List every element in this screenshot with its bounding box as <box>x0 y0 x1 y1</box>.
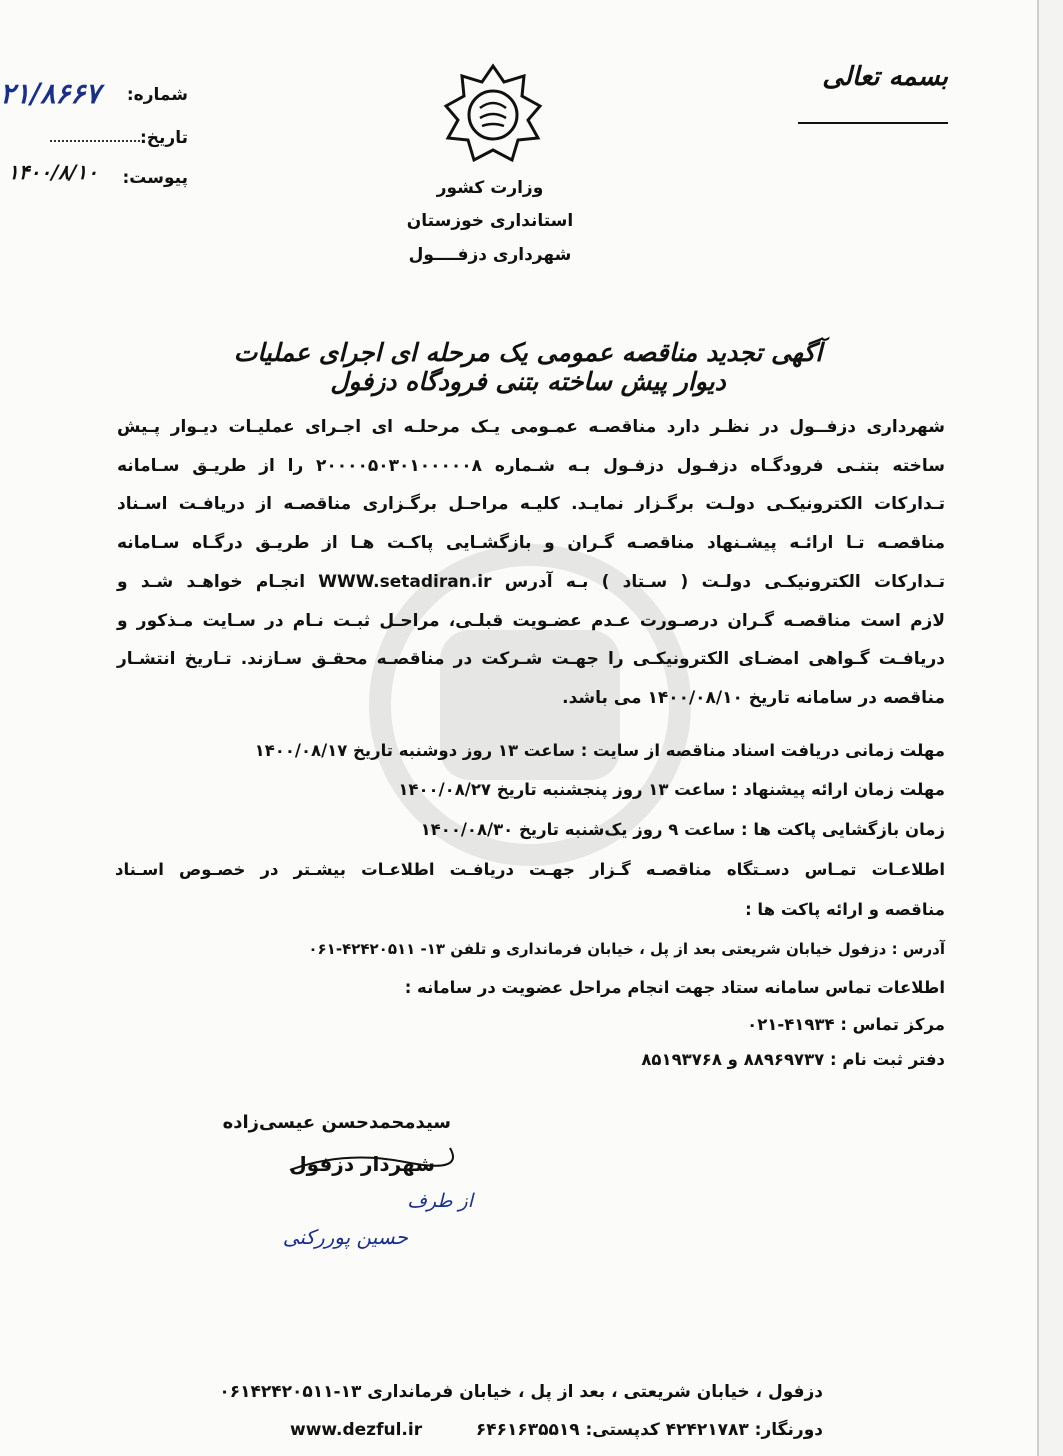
body-line: مناقصـه تـا ارائـه پیشـنهاد مناقصـه گـران و بازگشـایی پاکـت هـا از طریـق درگـاه سـامانه <box>117 533 945 554</box>
signature-stroke <box>285 1140 455 1185</box>
attachment-value: ۱۴۰۰/۸/۱۰ <box>8 160 98 184</box>
deadline-docs: مهلت زمانی دریافت اسناد مناقصه از سایت : ساعت ۱۳ روز دوشنبه تاریخ ۱۴۰۰/۰۸/۱۷ <box>254 741 945 760</box>
footer-fax-postal <box>476 1420 823 1440</box>
body-line: تـدارکات الکترونیکـی دولـت برگـزار نمایـد. کلیـه مراحـل برگـزاری مناقصـه از دریافـت اسـناد <box>117 494 945 515</box>
org-ministry: وزارت کشور <box>436 178 544 198</box>
deadline-opening: زمان بازگشایی پاکت ها : ساعت ۹ روز یک‌شنبه تاریخ ۱۴۰۰/۰۸/۳۰ <box>420 820 945 839</box>
number-value: ۲۱/۸۶۶۷ <box>0 77 101 110</box>
setad-registration: دفتر ثبت نام : ۸۸۹۶۹۷۳۷ و ۸۵۱۹۳۷۶۸ <box>641 1050 945 1069</box>
body-paragraph <box>117 408 945 718</box>
body-line: لازم است مناقصـه گـران درصـورت عـدم عضـویت قبلـی، مراحـل ثبـت نـام در سـایت مـذکور و <box>117 610 945 631</box>
document-title: آگهی تجدید مناقصه عمومی یک مرحله ای اجرای عملیات دیوار پیش ساخته بتنی فرودگاه دزفول <box>233 338 823 396</box>
date-dotted-line <box>50 140 140 142</box>
contact-intro-line1: اطلاعـات تمـاس دسـتگاه مناقصـه گـزار جهـت دریافـت اطلاعـات بیشـتر در خصـوص اسـناد <box>115 860 945 879</box>
attachment-label: پیوست: <box>122 168 188 188</box>
body-line: دریافـت گـواهی امضـای الکترونیکـی را جهـت شـرکت در مناقصـه محقـق سـازند. تـاریخ انتشـار <box>117 649 945 670</box>
contact-intro-line2: مناقصه و ارائه پاکت ها : <box>745 900 945 919</box>
handwritten-signature: حسین پوررکنی <box>282 1225 408 1249</box>
org-governorate: استانداری خوزستان <box>406 211 574 231</box>
meta-attachment-row <box>0 160 200 208</box>
date-label: تاریخ: <box>140 128 188 148</box>
footer-address: دزفول ، خیابان شریعتی ، بعد از پل ، خیابان فرمانداری ۱۳-۰۶۱۴۲۴۲۰۵۱۱ <box>219 1382 823 1402</box>
org-municipality: شهرداری دزفــــول <box>408 245 572 265</box>
page-edge <box>1037 0 1063 1456</box>
number-label: شماره: <box>126 85 188 105</box>
heading-underline <box>798 122 948 124</box>
signatory-title: شهردار دزفول <box>289 1152 435 1176</box>
municipality-logo-icon <box>438 60 548 170</box>
heading-besmeh: بسمه تعالی <box>822 62 948 92</box>
contact-address: آدرس : دزفول خیابان شریعتی بعد از پل ، خیابان فرمانداری و تلفن ۱۳- ۴۲۴۲۰۵۱۱-۰۶۱ <box>308 940 945 958</box>
footer-fax-postal-text: دورنگار: ۴۲۴۲۱۷۸۳ کدپستی: ۶۴۶۱۶۳۵۵۱۹ <box>475 1420 823 1440</box>
body-line: مناقصه در سامانه تاریخ ۱۴۰۰/۰۸/۱۰ می باشد. <box>562 687 945 708</box>
setad-call-center: مرکز تماس : ۴۱۹۳۴-۰۲۱ <box>747 1015 945 1034</box>
body-line: تـدارکات الکترونیکـی دولـت ( سـتاد ) بـه آدرس WWW.setadiran.ir انجـام خواهـد شـد و <box>117 571 945 592</box>
body-line: ساخته بتنـی فرودگـاه دزفـول دزفـول بـه شـماره ۲۰۰۰۰۵۰۳۰۱۰۰۰۰۰۸ را از طریـق سـامانه <box>117 455 945 476</box>
signatory-name: سیدمحمدحسن عیسی‌زاده <box>222 1112 451 1133</box>
on-behalf-note: از طرف <box>407 1190 473 1212</box>
deadline-submit: مهلت زمان ارائه پیشنهاد : ساعت ۱۳ روز پنجشنبه تاریخ ۱۴۰۰/۰۸/۲۷ <box>398 780 945 799</box>
meta-number-row <box>0 77 200 125</box>
body-line: شهرداری دزفــول در نظـر دارد مناقصـه عمـومی یـک مرحلـه ای اجـرای عملیـات دیـوار پـیش <box>117 417 945 437</box>
footer-website[interactable]: www.dezful.ir <box>290 1420 423 1440</box>
setad-intro: اطلاعات تماس سامانه ستاد جهت انجام مراحل عضویت در سامانه : <box>404 978 945 997</box>
